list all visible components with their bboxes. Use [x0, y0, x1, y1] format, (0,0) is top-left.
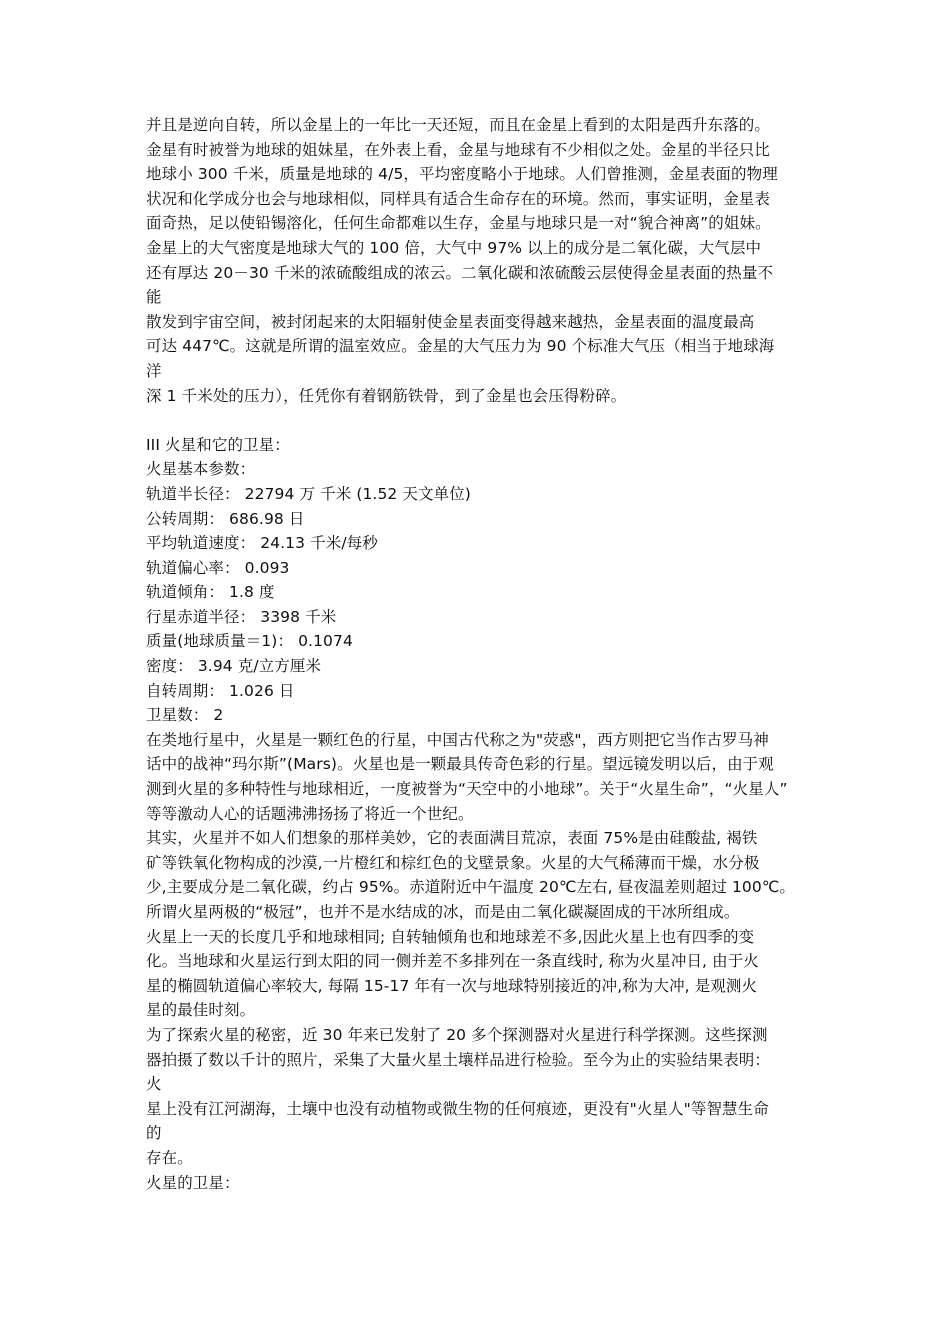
param-line: 平均轨道速度： 24.13 千米/每秒 [146, 534, 378, 553]
paragraph-line: 面奇热，足以使铅锡溶化，任何生命都难以生存，金星与地球只是一对“貌合神离”的姐妹。 [146, 214, 771, 233]
param-line: 轨道倾角： 1.8 度 [146, 583, 275, 602]
params-list [146, 482, 826, 728]
paragraph-line: 深 1 千米处的压力），任凭你有着钢筋铁骨，到了金星也会压得粉碎。 [146, 386, 627, 405]
paragraph-line: 火星上一天的长度几乎和地球相同; 自转轴倾角也和地球差不多,因此火星上也有四季的变 [146, 927, 755, 946]
param-line: 公转周期： 686.98 日 [146, 509, 305, 528]
paragraph-line: 火 [146, 1075, 162, 1094]
paragraph-line: 器拍摄了数以千计的照片，采集了大量火星土壤样品进行检验。至今为止的实验结果表明： [146, 1050, 771, 1069]
paragraph-line: 能 [146, 288, 162, 307]
paragraph-line: 少,主要成分是二氧化碳，约占 95%。赤道附近中午温度 20℃左右, 昼夜温差则超过 100℃。 [146, 878, 795, 897]
paragraph-line: 散发到宇宙空间，被封闭起来的太阳辐射使金星表面变得越来越热，金星表面的温度最高 [146, 312, 755, 331]
paragraph-line: 洋 [146, 361, 162, 380]
param-line: 质量(地球质量＝1)： 0.1074 [146, 632, 353, 651]
paragraph-line: 等等激动人心的话题沸沸扬扬了将近一个世纪。 [146, 804, 474, 823]
paragraph-line: 星上没有江河湖海，土壤中也没有动植物或微生物的任何痕迹，更没有"火星人"等智慧生命 [146, 1099, 769, 1118]
paragraph-line: 化。当地球和火星运行到太阳的同一侧并差不多排列在一条直线时, 称为火星冲日, 由于火 [146, 952, 759, 971]
subsection-heading: 火星的卫星： [146, 1173, 240, 1192]
paragraph-line: 金星有时被誉为地球的姐妹星，在外表上看，金星与地球有不少相似之处。金星的半径只比 [146, 140, 771, 159]
paragraph-line: 星的最佳时刻。 [146, 1001, 256, 1020]
paragraph-line: 可达 447℃。这就是所谓的温室效应。金星的大气压力为 90 个标准大气压（相当于地球海 [146, 337, 775, 356]
param-line: 轨道偏心率： 0.093 [146, 558, 290, 577]
paragraph-line: 地球小 300 千米，质量是地球的 4/5，平均密度略小于地球。人们曾推测，金星表面的物理 [146, 165, 778, 184]
paragraph-line: 测到火星的多种特性与地球相近，一度被誉为“天空中的小地球”。关于“火星生命”，“火星人” [146, 780, 788, 799]
section-heading: III 火星和它的卫星： [146, 435, 290, 454]
paragraph-line: 还有厚达 20－30 千米的浓硫酸组成的浓云。二氧化碳和浓硫酸云层使得金星表面的热量不 [146, 263, 774, 282]
paragraph-line: 的 [146, 1124, 162, 1143]
paragraph-line: 其实，火星并不如人们想象的那样美妙，它的表面满目荒凉，表面 75%是由硅酸盐, 褐铁 [146, 829, 758, 848]
paragraph-line: 星的椭圆轨道偏心率较大, 每隔 15-17 年有一次与地球特别接近的冲,称为大冲, 是观测火 [146, 976, 758, 995]
paragraph-line: 矿等铁氧化物构成的沙漠,一片橙红和棕红色的戈壁景象。火星的大气稀薄而干燥，水分极 [146, 853, 760, 872]
paragraph-line: 存在。 [146, 1148, 193, 1167]
param-line: 密度： 3.94 克/立方厘米 [146, 657, 322, 676]
paragraph-line: 状况和化学成分也会与地球相似，同样具有适合生命存在的环境。然而，事实证明，金星表 [146, 189, 771, 208]
venus-section [146, 113, 826, 408]
param-line: 卫星数： 2 [146, 706, 224, 725]
mars-section [146, 433, 826, 1195]
paragraph-line: 在类地行星中，火星是一颗红色的行星，中国古代称之为"荧惑"，西方则把它当作古罗马神 [146, 730, 769, 749]
param-line: 轨道半长径： 22794 万 千米 (1.52 天文单位) [146, 484, 471, 503]
paragraph-line: 话中的战神“玛尔斯”(Mars)。火星也是一颗最具传奇色彩的行星。望远镜发明以后，由于观 [146, 755, 774, 774]
paragraph-line: 为了探索火星的秘密，近 30 年来已发射了 20 多个探测器对火星进行科学探测。这些探测 [146, 1025, 768, 1044]
document-page [146, 113, 826, 1195]
param-line: 自转周期： 1.026 日 [146, 681, 295, 700]
blank-line [146, 408, 826, 433]
param-line: 行星赤道半径： 3398 千米 [146, 607, 337, 626]
params-title: 火星基本参数： [146, 460, 256, 479]
paragraph-line: 并且是逆向自转，所以金星上的一年比一天还短，而且在金星上看到的太阳是西升东落的。 [146, 116, 771, 134]
paragraph-line: 金星上的大气密度是地球大气的 100 倍，大气中 97% 以上的成分是二氧化碳，大气层中 [146, 238, 762, 257]
paragraph-line: 所谓火星两极的“极冠”，也并不是水结成的冰，而是由二氧化碳凝固成的干冰所组成。 [146, 903, 740, 921]
mars-body [146, 728, 826, 1195]
